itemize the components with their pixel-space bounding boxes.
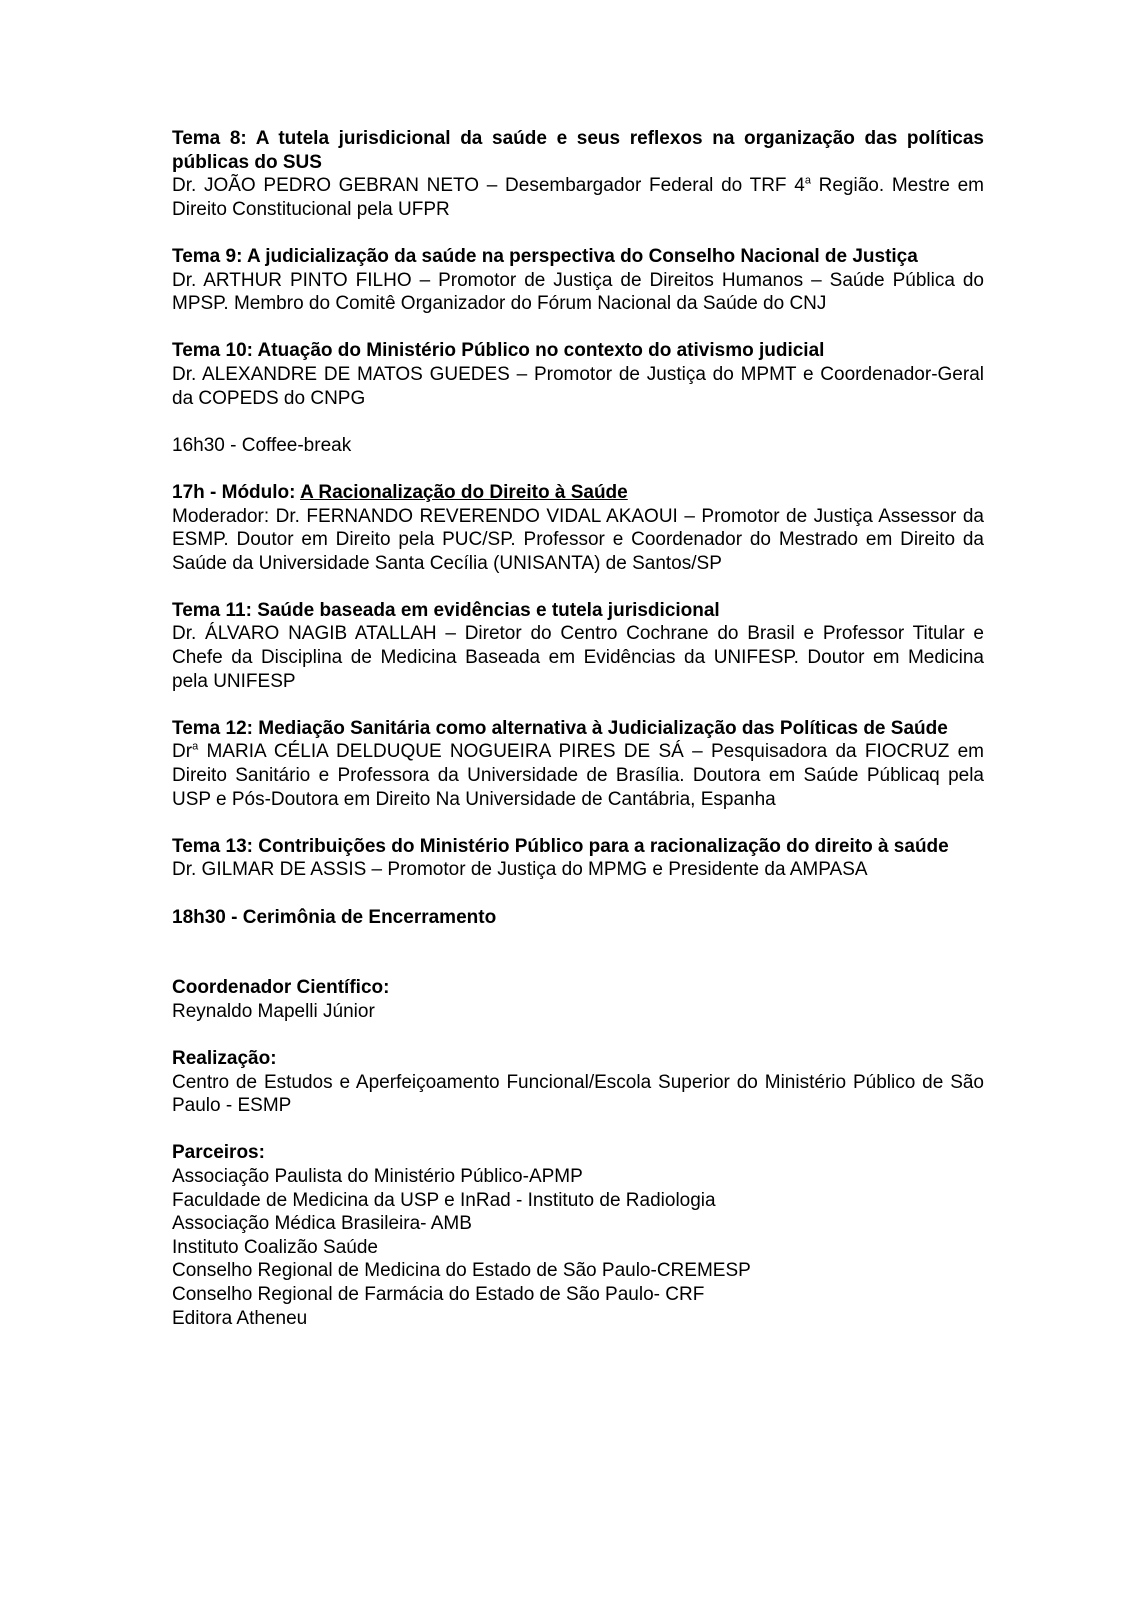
partner-item: Editora Atheneu (172, 1307, 308, 1329)
speaker-text-start: Dr (172, 741, 193, 763)
realization-text: Centro de Estudos e Aperfeiçoamento Funcional/Escola Superior do Ministério Público de São Paulo - ESMP (172, 1071, 984, 1117)
session-tema-11 (172, 599, 984, 693)
session-title: Tema 10: Atuação do Ministério Público no contexto do ativismo judicial (172, 340, 825, 362)
session-title: Tema 13: Contribuições do Ministério Público para a racionalização do direito à saúde (172, 835, 949, 857)
partner-item: Faculdade de Medicina da USP e InRad - Instituto de Radiologia (172, 1189, 716, 1211)
session-tema-8 (172, 127, 984, 221)
coordinator-name: Reynaldo Mapelli Júnior (172, 1000, 375, 1022)
credits-partners (172, 1141, 984, 1330)
module-heading (172, 481, 984, 505)
session-speaker: Dr. ALEXANDRE DE MATOS GUEDES – Promotor de Justiça do MPMT e Coordenador-Geral da COPEDS do CNPG (172, 363, 984, 409)
partner-item: Associação Médica Brasileira- AMB (172, 1213, 472, 1235)
session-tema-13 (172, 835, 984, 882)
realization-label: Realização: (172, 1047, 277, 1069)
ordinal-superscript: a (804, 174, 811, 187)
session-tema-10 (172, 339, 984, 410)
module-17h (172, 481, 984, 575)
partner-item: Instituto Coalizão Saúde (172, 1236, 378, 1258)
closing-ceremony: 18h30 - Cerimônia de Encerramento (172, 906, 497, 928)
session-title: Tema 11: Saúde baseada em evidências e tutela jurisdicional (172, 599, 720, 621)
speaker-text-start: Dr. JOÃO PEDRO GEBRAN NETO – Desembargador Federal do TRF 4 (172, 175, 805, 197)
module-moderator: Moderador: Dr. FERNANDO REVERENDO VIDAL AKAOUI – Promotor de Justiça Assessor da ESMP. Doutor em Direito pela PUC/SP. Professor e Coordenador do Mestrado em Direito da Saúde da Universidade Santa Cecília (UNISANTA) de Santos/SP (172, 505, 984, 574)
coffee-break: 16h30 - Coffee-break (172, 434, 352, 456)
partner-item: Associação Paulista do Ministério Público-APMP (172, 1165, 583, 1187)
session-title: Tema 12: Mediação Sanitária como alternativa à Judicialização das Políticas de Saúde (172, 717, 948, 739)
session-title: Tema 8: A tutela jurisdicional da saúde e seus reflexos na organização das políticas públicas do SUS (172, 128, 984, 173)
module-title: A Racionalização do Direito à Saúde (300, 481, 628, 503)
session-speaker: Dr. GILMAR DE ASSIS – Promotor de Justiça do MPMG e Presidente da AMPASA (172, 859, 868, 881)
session-tema-9 (172, 245, 984, 316)
partners-label: Parceiros: (172, 1142, 265, 1164)
session-speaker (172, 740, 984, 811)
partner-item: Conselho Regional de Medicina do Estado de São Paulo-CREMESP (172, 1260, 751, 1282)
session-tema-12 (172, 717, 984, 811)
ordinal-superscript: a (192, 741, 199, 754)
credits-realization (172, 1047, 984, 1118)
session-speaker: Dr. ARTHUR PINTO FILHO – Promotor de Justiça de Direitos Humanos – Saúde Pública do MPSP. Membro do Comitê Organizador do Fórum Nacional da Saúde do CNJ (172, 269, 984, 315)
coordinator-label: Coordenador Científico: (172, 977, 390, 999)
credits-coordinator (172, 976, 984, 1023)
speaker-text-end: MARIA CÉLIA DELDUQUE NOGUEIRA PIRES DE SÁ – Pesquisadora da FIOCRUZ em Direito Sanitário e Professora da Universidade de Brasília. Doutora em Saúde Públicaq pela USP e Pós-Doutora em Direito Na Universidade de Cantábria, Espanha (172, 741, 984, 810)
partner-item: Conselho Regional de Farmácia do Estado de São Paulo- CRF (172, 1283, 705, 1305)
session-speaker (172, 174, 984, 221)
session-speaker: Dr. ÁLVARO NAGIB ATALLAH – Diretor do Centro Cochrane do Brasil e Professor Titular e Chefe da Disciplina de Medicina Baseada em Evidências da UNIFESP. Doutor em Medicina pela UNIFESP (172, 623, 984, 692)
document-page (172, 127, 984, 1330)
session-title: Tema 9: A judicialização da saúde na perspectiva do Conselho Nacional de Justiça (172, 245, 918, 267)
module-time-label: 17h - Módulo: (172, 481, 301, 503)
speaker-text-end: Região. Mestre em Direito Constitucional pela UFPR (172, 175, 984, 220)
